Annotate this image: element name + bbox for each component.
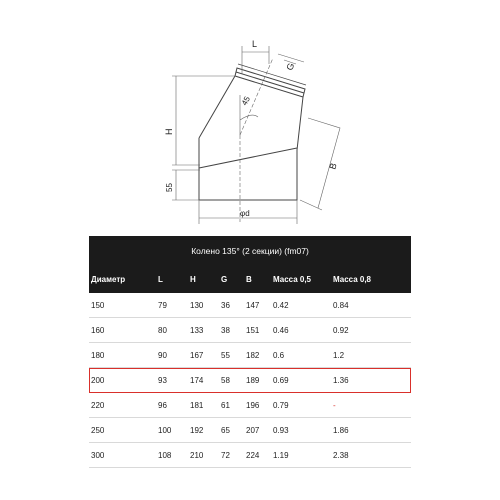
label-H: H (164, 128, 174, 135)
cell-mass-05: 0.69 (273, 375, 289, 385)
cell-H: 167 (190, 350, 204, 360)
cell-L: 96 (158, 400, 167, 410)
cell-diameter: 150 (91, 300, 105, 310)
cell-mass-05: 0.46 (273, 325, 289, 335)
cell-H: 181 (190, 400, 204, 410)
cell-H: 192 (190, 425, 204, 435)
cell-B: 196 (246, 400, 260, 410)
header-diameter: Диаметр (89, 265, 158, 293)
header-mass-05: Масса 0,5 (273, 265, 333, 293)
header-G: G (221, 265, 246, 293)
header-B: B (246, 265, 273, 293)
header-mass-08: Масса 0,8 (333, 265, 411, 293)
elbow-collar-lip (238, 61, 306, 85)
cell-diameter: 250 (91, 425, 105, 435)
cell-G: 36 (221, 300, 230, 310)
cell-L: 90 (158, 350, 167, 360)
cell-G: 58 (221, 375, 230, 385)
cell-diameter: 200 (91, 375, 105, 385)
cell-B: 207 (246, 425, 260, 435)
table-row (89, 393, 411, 418)
table-row (89, 293, 411, 318)
cell-diameter: 300 (91, 450, 105, 460)
cell-H: 130 (190, 300, 204, 310)
dim-L (242, 46, 269, 74)
dim-H (172, 76, 236, 165)
elbow-technical-drawing (0, 0, 500, 235)
cell-B: 189 (246, 375, 260, 385)
dim-G (278, 54, 304, 64)
dim-55 (172, 170, 200, 200)
cell-L: 80 (158, 325, 167, 335)
cell-diameter: 180 (91, 350, 105, 360)
table-title-row (89, 236, 411, 265)
cell-mass-05: 1.19 (273, 450, 289, 460)
table-header-row (89, 265, 411, 293)
cell-H: 174 (190, 375, 204, 385)
cell-mass-05: 0.93 (273, 425, 289, 435)
table-row (89, 443, 411, 468)
cell-mass-05: 0.79 (273, 400, 289, 410)
cell-mass-08: 1.2 (333, 350, 345, 360)
elbow-collar-inner (236, 72, 304, 93)
cell-mass-08: 1.86 (333, 425, 349, 435)
label-offset: 55 (165, 183, 174, 192)
table-title: Колено 135° (2 секции) (fm07) (89, 236, 411, 265)
header-H: H (190, 265, 221, 293)
cell-L: 108 (158, 450, 172, 460)
cell-G: 55 (221, 350, 230, 360)
label-G: G (284, 61, 297, 72)
cell-B: 147 (246, 300, 260, 310)
cell-G: 61 (221, 400, 230, 410)
cell-mass-08: 2.38 (333, 450, 349, 460)
cell-L: 79 (158, 300, 167, 310)
cell-mass-08: 0.92 (333, 325, 349, 335)
label-angle: 45 (239, 94, 252, 107)
cell-L: 93 (158, 375, 167, 385)
table-row (89, 343, 411, 368)
cell-mass-08: 1.36 (333, 375, 349, 385)
cell-diameter: 220 (91, 400, 105, 410)
cell-mass-05: 0.6 (273, 350, 285, 360)
table-row (89, 418, 411, 443)
table-row (89, 318, 411, 343)
cell-L: 100 (158, 425, 172, 435)
cell-B: 224 (246, 450, 260, 460)
cell-mass-08: 0.84 (333, 300, 349, 310)
cell-diameter: 160 (91, 325, 105, 335)
label-diameter: φd (240, 209, 250, 218)
table-row-highlighted (89, 368, 411, 393)
elbow-upper-section (199, 76, 303, 150)
cell-mass-08: - (333, 400, 336, 410)
cell-H: 133 (190, 325, 204, 335)
cell-mass-05: 0.42 (273, 300, 289, 310)
spec-table (89, 236, 411, 468)
elbow-lower-section (199, 138, 297, 200)
label-B: B (327, 161, 339, 171)
header-L: L (158, 265, 190, 293)
label-L: L (252, 39, 258, 49)
cell-G: 72 (221, 450, 230, 460)
cell-B: 151 (246, 325, 260, 335)
cell-G: 65 (221, 425, 230, 435)
cell-H: 210 (190, 450, 204, 460)
cell-B: 182 (246, 350, 260, 360)
cell-G: 38 (221, 325, 230, 335)
elbow-seam (199, 148, 297, 168)
